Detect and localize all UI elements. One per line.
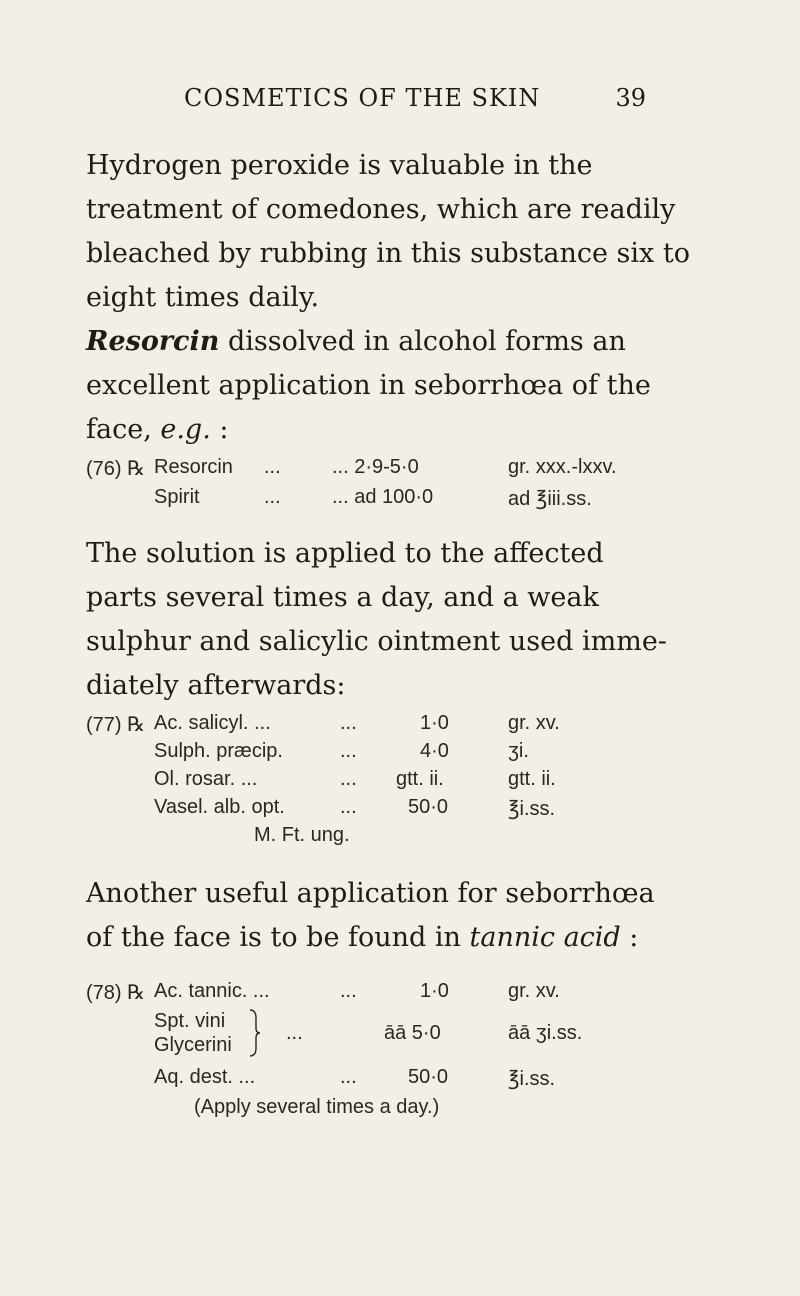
prescription-number: (77) ℞ xyxy=(86,714,146,736)
prescription-number: (76) ℞ xyxy=(86,458,146,480)
term-resorcin: Resorcin xyxy=(86,326,220,357)
paragraph-hydrogen-peroxide xyxy=(86,144,690,320)
prescription-row xyxy=(86,740,660,766)
metric-dose: ... ad 100·0 xyxy=(332,486,434,508)
apothecary-dose: ad ℥iii.ss. xyxy=(508,488,592,510)
prescription-row xyxy=(86,768,660,794)
metric-dose: 4·0 xyxy=(420,740,449,762)
metric-dose: āā 5·0 xyxy=(384,1022,441,1044)
ellipsis: ... xyxy=(264,486,281,508)
prescription-row xyxy=(86,712,660,738)
metric-dose: 50·0 xyxy=(408,1066,449,1088)
metric-dose: gtt. ii. xyxy=(396,768,444,790)
eg-abbrev: e.g. xyxy=(160,414,211,445)
prescription-number: (78) ℞ xyxy=(86,982,146,1004)
ellipsis: ... xyxy=(340,1066,357,1088)
ellipsis: ... xyxy=(264,456,281,478)
ingredient-name: Resorcin xyxy=(154,456,233,478)
apothecary-dose: ℥i.ss. xyxy=(508,1068,556,1090)
paragraph-resorcin xyxy=(86,320,660,452)
text-line xyxy=(86,408,660,452)
running-header xyxy=(86,84,646,124)
metric-dose: 50·0 xyxy=(408,796,449,818)
ingredient-name: Ac. salicyl. ... xyxy=(154,712,271,734)
text-line xyxy=(86,916,660,960)
running-title: COSMETICS OF THE SKIN xyxy=(184,84,541,112)
text-line: sulphur and salicylic ointment used imme- xyxy=(86,626,667,657)
ingredient-name: Spt. vini xyxy=(154,1010,226,1032)
ingredient-name: Glycerini xyxy=(154,1034,232,1056)
ingredient-name: Spirit xyxy=(154,486,200,508)
prescription-row xyxy=(86,796,660,822)
apothecary-dose: gr. xv. xyxy=(508,712,560,734)
text-line: Hydrogen peroxide is valuable in the xyxy=(86,150,593,181)
prescription-instruction: (Apply several times a day.) xyxy=(194,1096,440,1118)
ellipsis: ... xyxy=(340,796,357,818)
apothecary-dose: ℥i.ss. xyxy=(508,798,556,820)
prescription-footer xyxy=(86,1096,660,1122)
prescription-row xyxy=(86,1066,660,1092)
prescription-row xyxy=(86,486,660,512)
page-number: 39 xyxy=(615,84,646,112)
prescription-row xyxy=(86,456,660,482)
apothecary-dose: gr. xv. xyxy=(508,980,560,1002)
text-line: eight times daily. xyxy=(86,282,320,313)
ingredient-name: Ac. tannic. ... xyxy=(154,980,270,1002)
ellipsis: ... xyxy=(340,740,357,762)
metric-dose: 1·0 xyxy=(420,712,449,734)
text-line: The solution is applied to the affected xyxy=(86,538,604,569)
text-line: parts several times a day, and a weak xyxy=(86,582,599,613)
ingredient-name: Vasel. alb. opt. xyxy=(154,796,285,818)
paragraph-application xyxy=(86,532,667,708)
curly-brace-icon xyxy=(248,1008,262,1058)
text-run: face, xyxy=(86,414,161,445)
text-run: dissolved in alcohol forms an xyxy=(219,326,626,357)
term-tannic-acid: tannic acid xyxy=(469,922,621,953)
ingredient-name: Ol. rosar. ... xyxy=(154,768,258,790)
text-run: : xyxy=(210,414,229,445)
apothecary-dose: gtt. ii. xyxy=(508,768,556,790)
prescription-row xyxy=(86,980,660,1006)
prescription-row xyxy=(86,1022,660,1060)
ellipsis: ... xyxy=(340,980,357,1002)
text-run: : xyxy=(620,922,639,953)
prescription-footer xyxy=(86,824,660,850)
apothecary-dose: ʒi. xyxy=(508,740,529,762)
text-line: bleached by rubbing in this substance six to xyxy=(86,238,690,269)
ellipsis: ... xyxy=(286,1022,303,1044)
ellipsis: ... xyxy=(340,712,357,734)
text-line: treatment of comedones, which are readily xyxy=(86,194,676,225)
apothecary-dose: gr. xxx.-lxxv. xyxy=(508,456,617,478)
metric-dose: ... 2·9-5·0 xyxy=(332,456,419,478)
metric-dose: 1·0 xyxy=(420,980,449,1002)
text-line xyxy=(86,320,660,364)
ingredient-name: Sulph. præcip. xyxy=(154,740,283,762)
text-run: of the face is to be found in xyxy=(86,922,470,953)
paragraph-tannic-acid xyxy=(86,872,660,960)
text-line: excellent application in seborrhœa of the xyxy=(86,370,651,401)
ingredient-name: Aq. dest. ... xyxy=(154,1066,256,1088)
prescription-instruction: M. Ft. ung. xyxy=(254,824,350,846)
ellipsis: ... xyxy=(340,768,357,790)
text-line: Another useful application for seborrhœa xyxy=(86,878,655,909)
text-line: diately afterwards: xyxy=(86,670,346,701)
apothecary-dose: āā ʒi.ss. xyxy=(508,1022,583,1044)
